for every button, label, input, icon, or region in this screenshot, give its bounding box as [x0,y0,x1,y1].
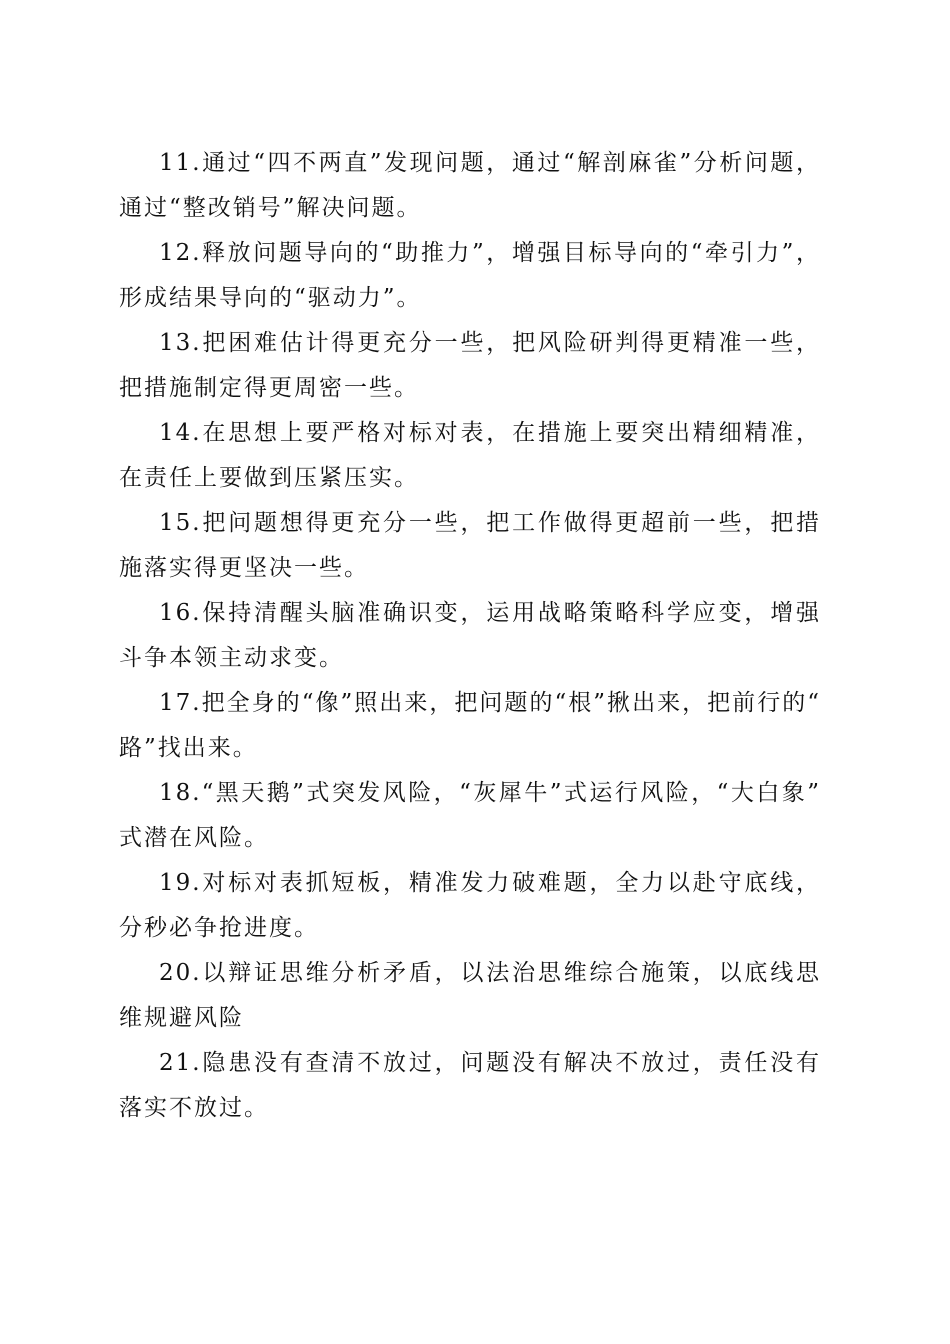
paragraph-17: 17.把全身的“像”照出来，把问题的“根”揪出来，把前行的“路”找出来。 [119,690,821,761]
paragraph-20: 20.以辩证思维分析矛盾，以法治思维综合施策，以底线思维规避风险 [119,960,821,1031]
paragraph-16: 16.保持清醒头脑准确识变，运用战略策略科学应变，增强斗争本领主动求变。 [119,600,821,671]
paragraph-11: 11.通过“四不两直”发现问题，通过“解剖麻雀”分析问题，通过“整改销号”解决问题。 [119,150,821,221]
document-body [119,141,821,1131]
paragraph-18: 18.“黑天鹅”式突发风险，“灰犀牛”式运行风险，“大白象”式潜在风险。 [119,780,821,851]
paragraph-14: 14.在思想上要严格对标对表，在措施上要突出精细精准，在责任上要做到压紧压实。 [119,420,821,491]
paragraph-15: 15.把问题想得更充分一些，把工作做得更超前一些，把措施落实得更坚决一些。 [119,510,821,581]
paragraph-13: 13.把困难估计得更充分一些，把风险研判得更精准一些，把措施制定得更周密一些。 [119,330,821,401]
paragraph-12: 12.释放问题导向的“助推力”，增强目标导向的“牵引力”，形成结果导向的“驱动力”。 [119,240,821,311]
paragraph-19: 19.对标对表抓短板，精准发力破难题，全力以赴守底线，分秒必争抢进度。 [119,870,821,941]
paragraph-21: 21.隐患没有查清不放过，问题没有解决不放过，责任没有落实不放过。 [119,1050,821,1121]
